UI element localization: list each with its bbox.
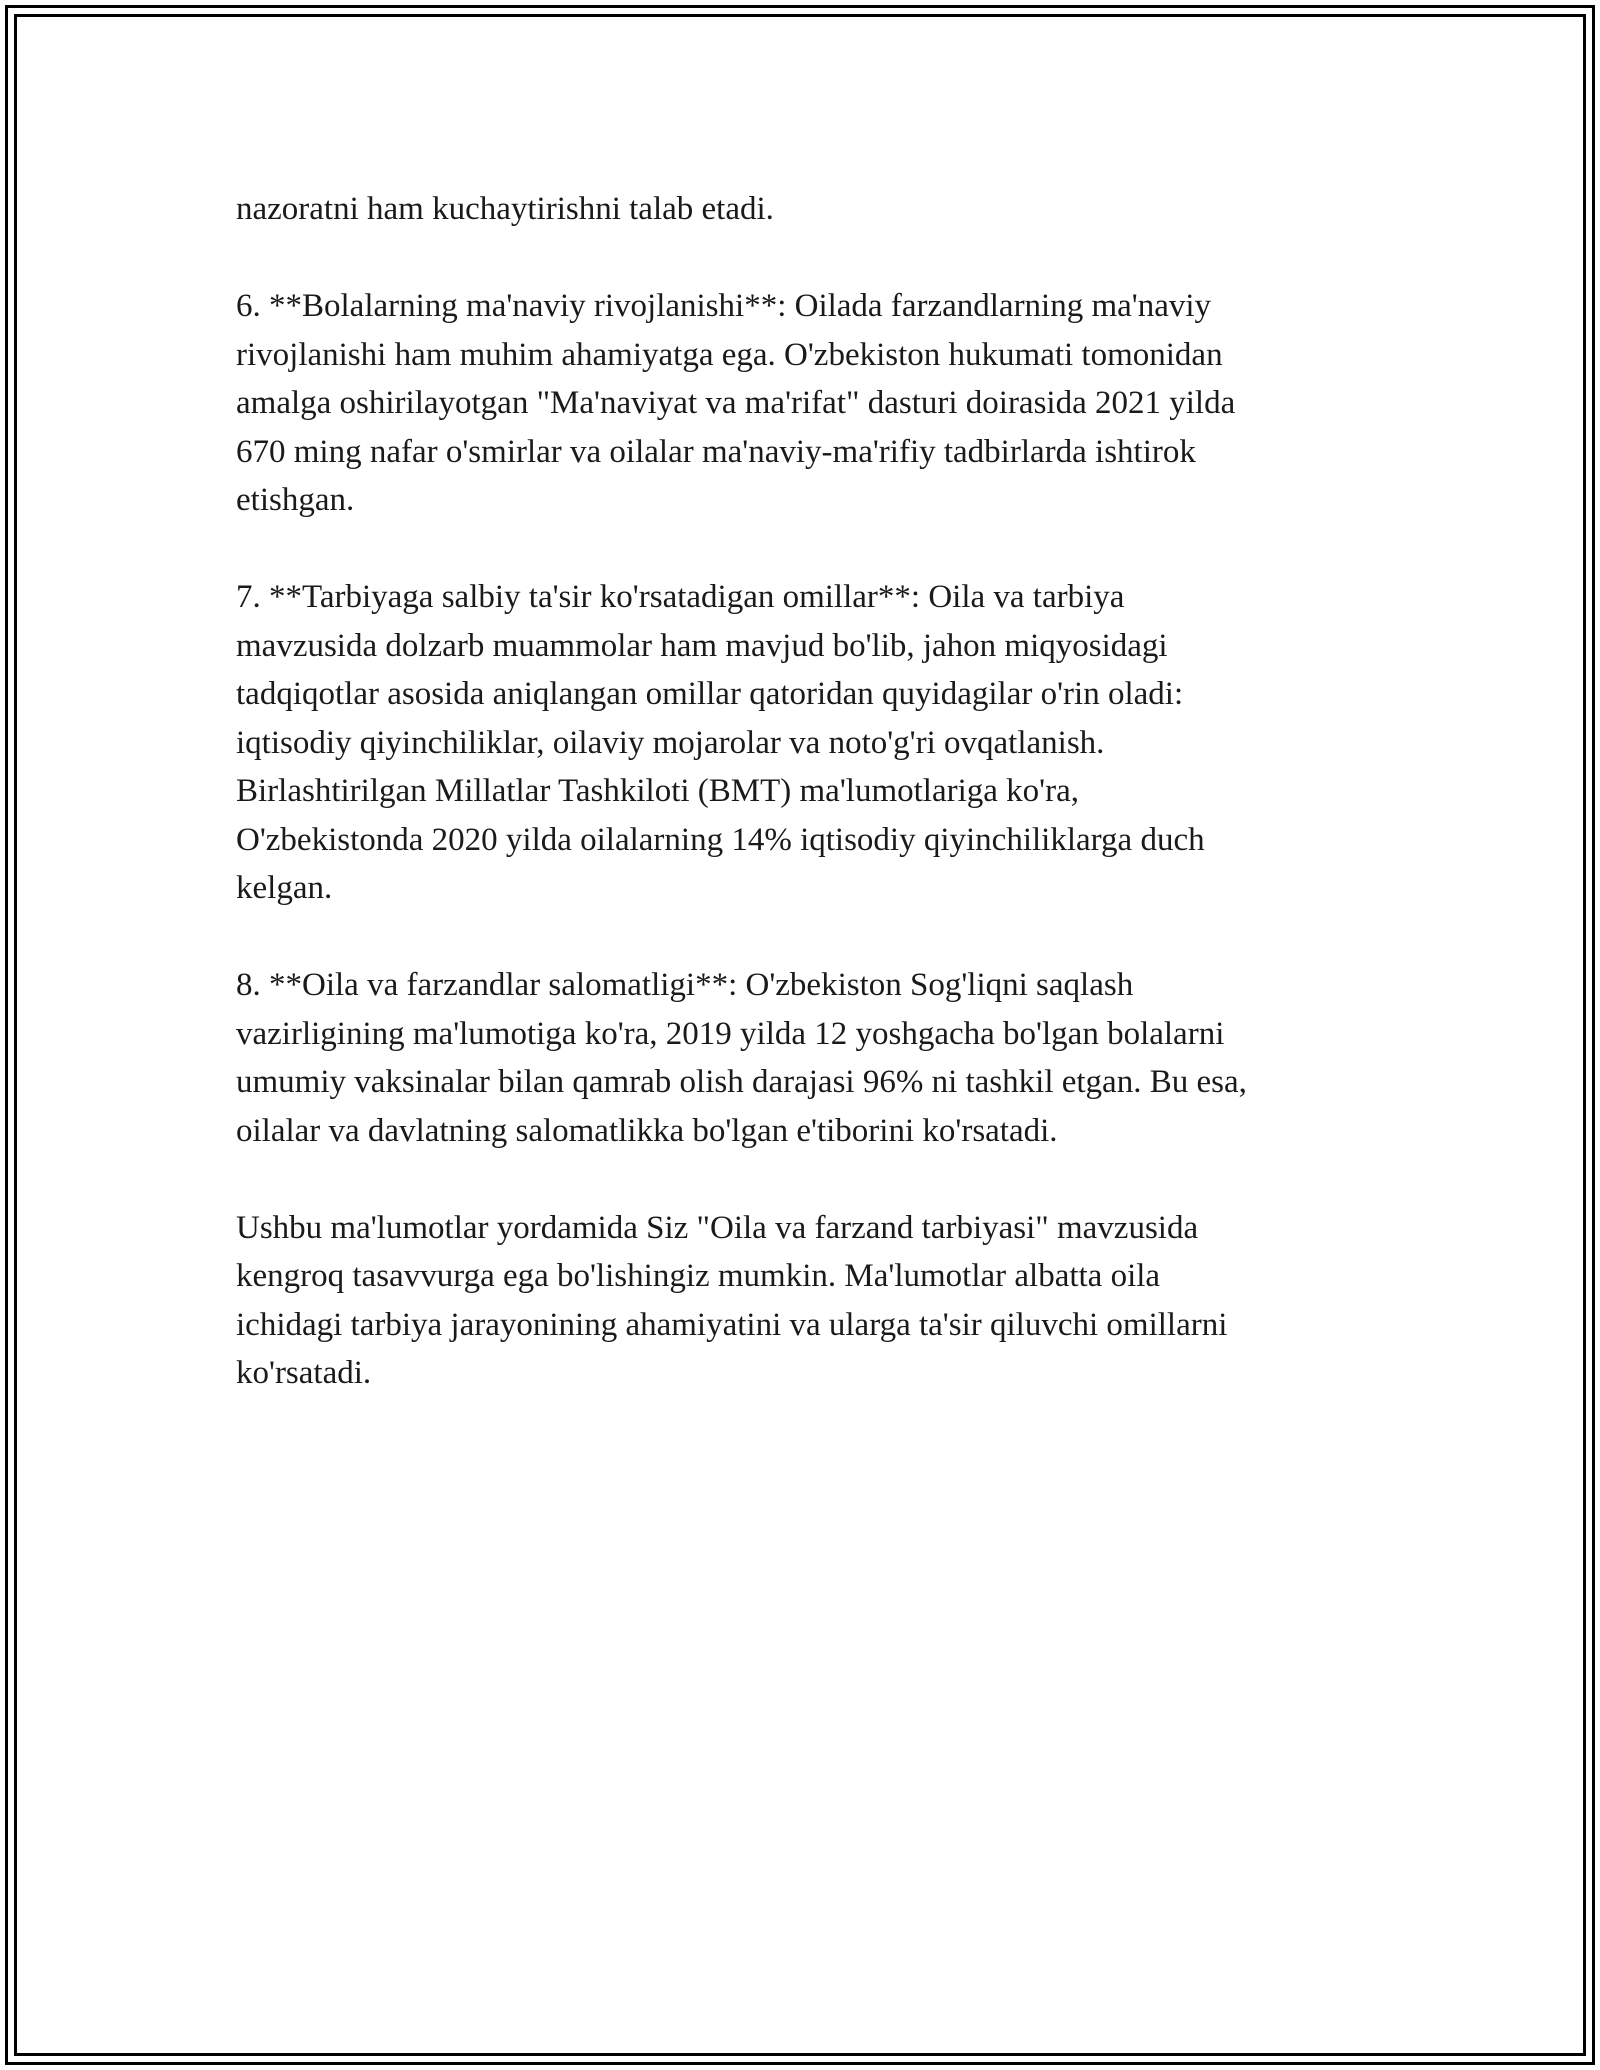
paragraph-item-6 — [236, 282, 1386, 525]
text-line: rivojlanishi ham muhim ahamiyatga ega. O'zbekiston hukumati tomonidan — [236, 336, 1223, 373]
text-line: 6. **Bolalarning ma'naviy rivojlanishi**: Oilada farzandlarning ma'naviy — [236, 288, 1212, 324]
paragraph-item-7 — [236, 573, 1386, 913]
text-line: iqtisodiy qiyinchiliklar, oilaviy mojarolar va noto'g'ri ovqatlanish. — [236, 724, 1105, 761]
paragraph-intro-continuation — [236, 185, 1386, 234]
text-line: ko'rsatadi. — [236, 1355, 372, 1391]
text-line: vazirligining ma'lumotiga ko'ra, 2019 yilda 12 yoshgacha bo'lgan bolalarni — [236, 1015, 1225, 1052]
text-line: 8. **Oila va farzandlar salomatligi**: O'zbekiston Sog'liqni saqlash — [236, 967, 1134, 1003]
paragraph-item-8 — [236, 961, 1386, 1155]
text-line: Birlashtirilgan Millatlar Tashkiloti (BMT) ma'lumotlariga ko'ra, — [236, 773, 1079, 809]
text-line: nazoratni ham kuchaytirishni talab etadi. — [236, 191, 774, 227]
text-line: O'zbekistonda 2020 yilda oilalarning 14% iqtisodiy qiyinchiliklarga duch — [236, 821, 1205, 858]
text-line: tadqiqotlar asosida aniqlangan omillar qatoridan quyidagilar o'rin oladi: — [236, 676, 1184, 712]
text-line: mavzusida dolzarb muammolar ham mavjud bo'lib, jahon miqyosidagi — [236, 627, 1168, 664]
text-line: oilalar va davlatning salomatlikka bo'lgan e'tiborini ko'rsatadi. — [236, 1112, 1058, 1149]
text-line: 7. **Tarbiyaga salbiy ta'sir ko'rsatadigan omillar**: Oila va tarbiya — [236, 579, 1125, 615]
document-body — [236, 185, 1386, 1446]
text-line: amalga oshirilayotgan "Ma'naviyat va ma'rifat" dasturi doirasida 2021 yilda — [236, 385, 1236, 421]
text-line: etishgan. — [236, 482, 355, 518]
text-line: kelgan. — [236, 870, 333, 906]
text-line: ichidagi tarbiya jarayonining ahamiyatini va ularga ta'sir qiluvchi omillarni — [236, 1306, 1228, 1343]
paragraph-conclusion — [236, 1204, 1386, 1398]
text-line: kengroq tasavvurga ega bo'lishingiz mumkin. Ma'lumotlar albatta oila — [236, 1258, 1161, 1294]
text-line: 670 ming nafar o'smirlar va oilalar ma'naviy-ma'rifiy tadbirlarda ishtirok — [236, 433, 1196, 470]
text-line: umumiy vaksinalar bilan qamrab olish darajasi 96% ni tashkil etgan. Bu esa, — [236, 1064, 1247, 1100]
text-line: Ushbu ma'lumotlar yordamida Siz "Oila va farzand tarbiyasi" mavzusida — [236, 1209, 1199, 1246]
